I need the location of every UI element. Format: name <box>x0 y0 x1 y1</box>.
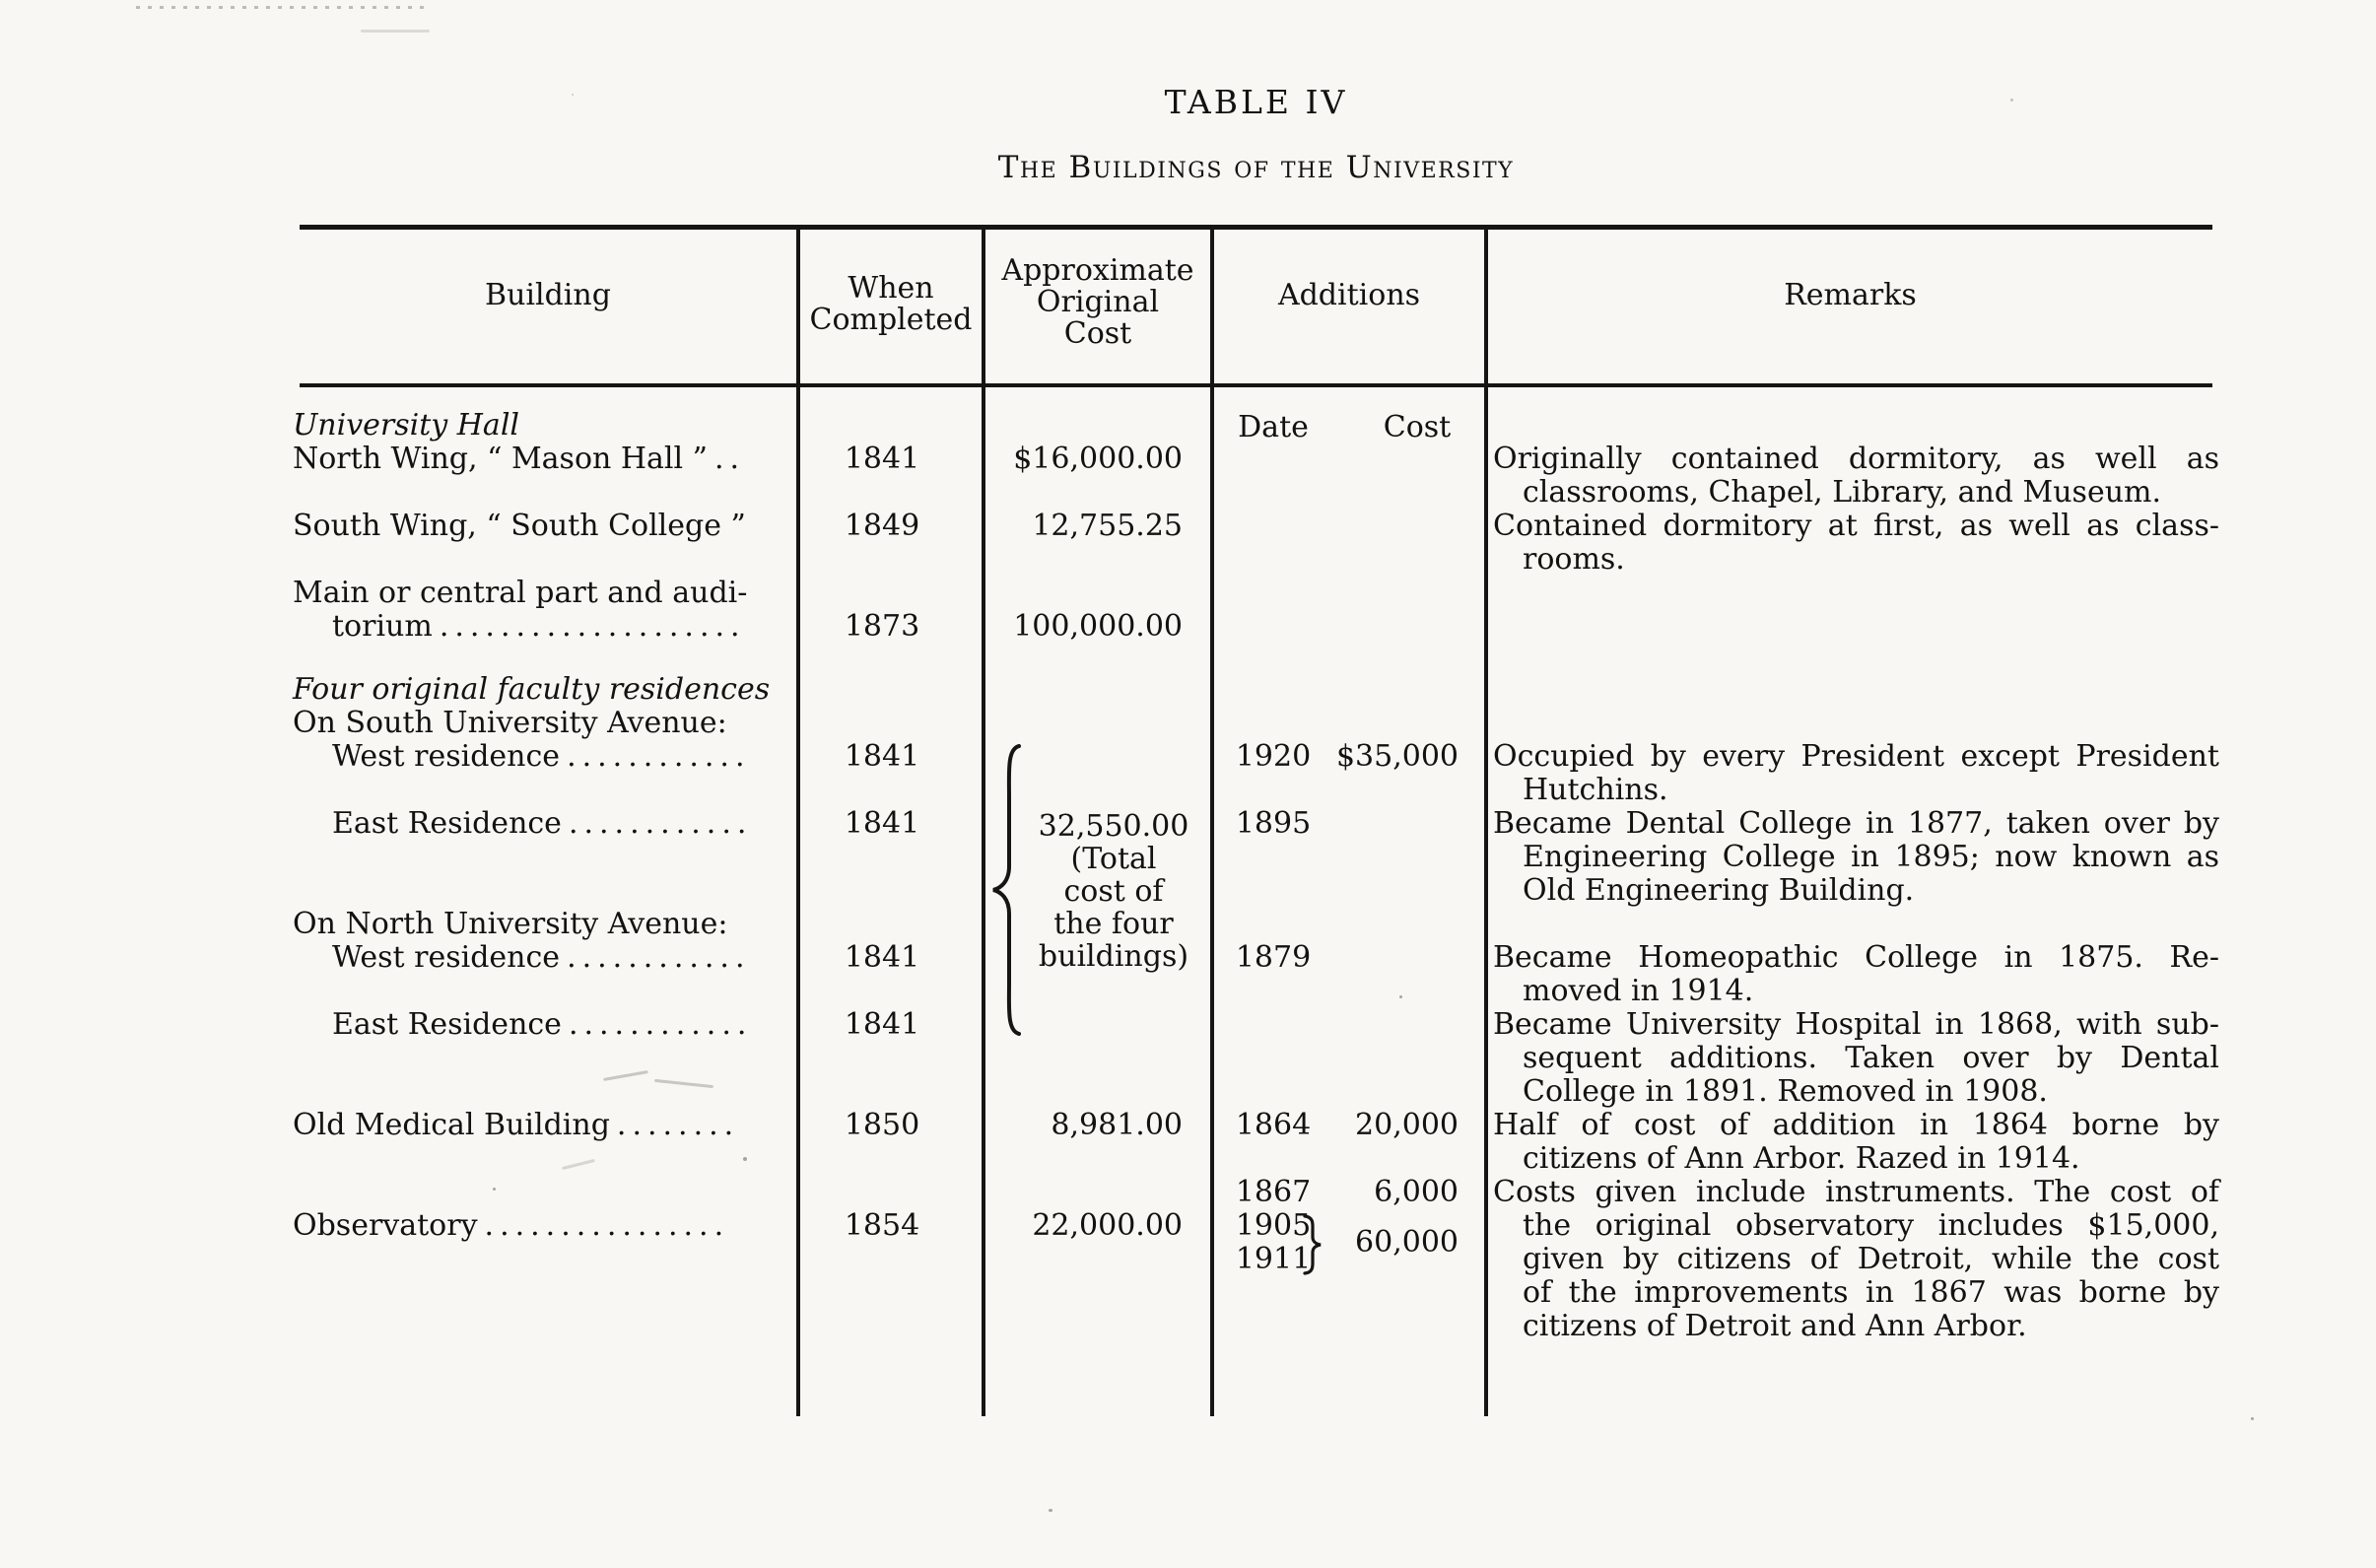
scan-artifact <box>603 1070 648 1081</box>
building-cell <box>293 1209 729 1243</box>
addition-cost-cell: 60,000 <box>1355 1225 1459 1260</box>
remark-line: Became Homeopathic College in 1875. Re- <box>1493 940 2219 975</box>
building-cell-text: South Wing, “ South College ” <box>293 509 746 543</box>
page-title: TABLE IV <box>1164 83 1348 121</box>
header-line: When <box>848 271 934 306</box>
remark-line: given by citizens of Detroit, while the cost <box>1523 1242 2219 1276</box>
scan-artifact <box>1049 1509 1052 1512</box>
building-cell <box>293 409 526 443</box>
remark-line: Costs given include instruments. The cost of <box>1493 1175 2219 1209</box>
remark-line: citizens of Detroit and Ann Arbor. <box>1523 1309 2027 1343</box>
remark-line: classrooms, Chapel, Library, and Museum. <box>1523 475 2162 510</box>
building-cell-text: Old Medical Building <box>293 1108 610 1142</box>
original-cost-cell: $16,000.00 <box>1013 442 1183 476</box>
building-cell-text: East Residence <box>332 1007 562 1042</box>
remark-line: citizens of Ann Arbor. Razed in 1914. <box>1523 1141 2080 1176</box>
dot-leader: ................ <box>484 1208 730 1243</box>
additions-subheader-cost: Cost <box>1383 410 1452 444</box>
building-cell-text: torium <box>332 609 433 644</box>
building-cell <box>293 707 734 740</box>
building-cell-text: Observatory <box>293 1208 478 1243</box>
remark-line: Originally contained dormitory, as well as <box>1493 442 2219 476</box>
building-cell-text: Four original faculty residences <box>293 672 771 707</box>
addition-date-cell: 1879 <box>1235 940 1312 975</box>
remark-line: rooms. <box>1523 542 1625 577</box>
total-cost-line: the four <box>1053 907 1174 941</box>
original-cost-cell: 100,000.00 <box>1013 609 1183 644</box>
year-completed-cell: 1841 <box>844 1007 920 1042</box>
building-cell-text: East Residence <box>332 806 562 841</box>
grouping-brace-left <box>989 742 1023 1038</box>
page-subtitle: The Buildings of the University <box>997 150 1515 185</box>
remark-line: Contained dormitory at first, as well as class- <box>1493 509 2219 543</box>
building-cell <box>332 1008 752 1042</box>
building-cell <box>293 577 754 610</box>
addition-date-cell: 1895 <box>1235 806 1312 841</box>
original-cost-cell: 8,981.00 <box>1051 1108 1183 1142</box>
total-cost-line: 32,550.00 <box>1038 809 1189 844</box>
building-cell-text: West residence <box>332 739 561 774</box>
addition-cost-cell: 6,000 <box>1374 1175 1459 1209</box>
remark-line: Became Dental College in 1877, taken over by <box>1493 806 2219 841</box>
dot-leader: .................... <box>439 609 746 644</box>
table-rule-top <box>300 225 2212 230</box>
table-rule-header <box>300 383 2212 387</box>
scan-artifact <box>361 30 430 33</box>
building-cell <box>332 740 751 774</box>
dot-leader: ............ <box>567 739 751 774</box>
building-cell <box>332 610 746 644</box>
year-completed-cell: 1850 <box>844 1108 920 1142</box>
remark-line: College in 1891. Removed in 1908. <box>1523 1074 2048 1109</box>
table-rule-vertical-4 <box>1484 227 1488 1416</box>
building-cell-text: On North University Avenue: <box>293 907 728 941</box>
total-cost-line: buildings) <box>1038 939 1189 974</box>
scan-artifact <box>743 1157 747 1161</box>
year-completed-cell: 1849 <box>844 509 920 543</box>
scan-artifact <box>1399 995 1402 998</box>
building-cell-text: Main or central part and audi- <box>293 576 748 610</box>
year-completed-cell: 1841 <box>844 940 920 975</box>
addition-date-cell: 1864 <box>1235 1108 1312 1142</box>
remark-line: Half of cost of addition in 1864 borne by <box>1493 1108 2219 1142</box>
header-line: Cost <box>1063 316 1132 351</box>
dot-leader: ............ <box>568 806 753 841</box>
header-line: Completed <box>809 303 973 337</box>
column-header-approximate-original-cost <box>985 255 1210 350</box>
dot-leader: ........ <box>616 1108 740 1142</box>
building-cell-text: West residence <box>332 940 561 975</box>
remark-line: Hutchins. <box>1523 773 1668 807</box>
building-cell <box>332 807 752 841</box>
scan-artifact <box>562 1159 595 1170</box>
addition-cost-cell: 20,000 <box>1355 1108 1459 1142</box>
building-cell <box>293 1109 739 1142</box>
header-line: Approximate <box>1001 253 1194 288</box>
additions-subheader-date: Date <box>1238 410 1309 444</box>
header-line: Original <box>1036 285 1160 319</box>
building-cell <box>293 673 777 707</box>
addition-date-cell: 1920 <box>1235 739 1312 774</box>
remark-line: moved in 1914. <box>1523 974 1754 1008</box>
remark-line: Became University Hospital in 1868, with sub- <box>1493 1007 2219 1042</box>
addition-cost-cell: $35,000 <box>1335 739 1459 774</box>
total-cost-line: cost of <box>1063 874 1164 909</box>
year-completed-cell: 1841 <box>844 739 920 774</box>
scan-artifact <box>2251 1417 2254 1420</box>
scan-artifact <box>493 1188 496 1191</box>
scan-artifact <box>654 1079 713 1088</box>
remark-line: of the improvements in 1867 was borne by <box>1523 1275 2219 1310</box>
remark-line: sequent additions. Taken over by Dental <box>1523 1041 2219 1075</box>
building-cell <box>293 908 734 941</box>
remark-line: Old Engineering Building. <box>1523 873 1915 908</box>
column-header-when-completed <box>800 273 982 336</box>
column-header-additions: Additions <box>1277 278 1421 312</box>
scan-artifact <box>136 6 432 9</box>
remark-line: the original observatory includes $15,000, <box>1523 1208 2219 1243</box>
remark-line: Engineering College in 1895; now known as <box>1523 840 2219 874</box>
year-completed-cell: 1854 <box>844 1208 920 1243</box>
year-completed-cell: 1841 <box>844 442 920 476</box>
addition-date-cell: 1905 <box>1235 1208 1312 1243</box>
addition-date-cell: 1867 <box>1235 1175 1312 1209</box>
dot-leader: .. <box>713 442 746 476</box>
dot-leader: ............ <box>568 1007 753 1042</box>
year-completed-cell: 1873 <box>844 609 920 644</box>
addition-date-cell: 1911 <box>1235 1242 1312 1276</box>
original-cost-cell: 12,755.25 <box>1032 509 1183 543</box>
building-cell-text: University Hall <box>293 408 520 443</box>
remark-line: Occupied by every President except President <box>1493 739 2219 774</box>
building-cell <box>332 941 751 975</box>
table-rule-vertical-3 <box>1210 227 1214 1416</box>
building-cell <box>293 443 745 476</box>
total-cost-line: (Total <box>1070 842 1157 876</box>
original-cost-cell: 22,000.00 <box>1032 1208 1183 1243</box>
column-header-remarks: Remarks <box>1784 278 1917 312</box>
building-cell-text: On South University Avenue: <box>293 706 727 740</box>
building-cell <box>293 510 753 543</box>
dot-leader: ............ <box>567 940 751 975</box>
year-completed-cell: 1841 <box>844 806 920 841</box>
building-cell-text: North Wing, “ Mason Hall ” <box>293 442 708 476</box>
column-header-building: Building <box>485 278 611 312</box>
